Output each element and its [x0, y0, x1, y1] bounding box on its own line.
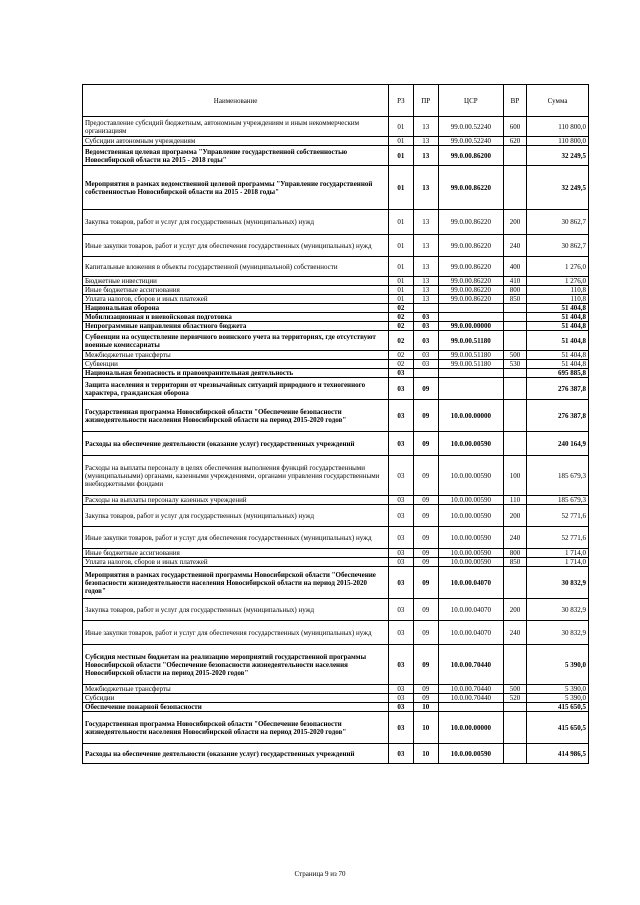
header-name: Наименование	[83, 85, 389, 117]
cell-name: Закупка товаров, работ и услуг для государственных (муниципальных) нужд	[83, 505, 389, 527]
cell-name: Субсидии	[83, 694, 389, 703]
cell-sum: 1 276,0	[527, 277, 589, 286]
cell-rz: 02	[389, 351, 413, 360]
cell-rz: 03	[389, 703, 413, 712]
cell-rz: 03	[389, 599, 413, 621]
cell-name: Закупка товаров, работ и услуг для государственных (муниципальных) нужд	[83, 210, 389, 235]
cell-rz: 01	[389, 286, 413, 295]
cell-sum: 1 714,0	[527, 549, 589, 558]
cell-rz: 03	[389, 400, 413, 432]
cell-csr: 10.0.00.70440	[438, 694, 503, 703]
cell-name: Иные закупки товаров, работ и услуг для обеспечения государственных (муниципальных) нужд	[83, 527, 389, 549]
cell-name: Национальная оборона	[83, 304, 389, 313]
cell-name: Государственная программа Новосибирской области "Обеспечение безопасности жизнедеятельности населения Новосибирской области на период 2015-2020 годов"	[83, 400, 389, 432]
cell-name: Мероприятия в рамках государственной программы Новосибирской области "Обеспечение безопасности жизнедеятельности населения Новосибирской области на период 2015-2020 годов"	[83, 567, 389, 599]
table-row	[83, 257, 589, 277]
cell-rz: 02	[389, 322, 413, 331]
cell-pr: 09	[413, 496, 438, 505]
table-body	[83, 117, 589, 764]
table-row	[83, 432, 589, 456]
table-row	[83, 210, 589, 235]
cell-csr: 10.0.00.00000	[438, 400, 503, 432]
cell-vr	[503, 432, 526, 456]
cell-csr: 99.0.00.52240	[438, 137, 503, 146]
cell-name: Расходы на выплаты персоналу в целях обеспечения выполнения функций государственными (муниципальными) органами, казенными учреждениями, органами управления государственными внебюджетными фондами	[83, 456, 389, 496]
cell-vr	[503, 313, 526, 322]
cell-sum: 695 885,8	[527, 369, 589, 378]
cell-rz: 01	[389, 277, 413, 286]
cell-sum: 32 249,5	[527, 146, 589, 166]
cell-rz: 01	[389, 137, 413, 146]
cell-csr: 99.0.00.51180	[438, 331, 503, 351]
cell-csr: 99.0.00.86220	[438, 277, 503, 286]
cell-sum: 1 276,0	[527, 257, 589, 277]
cell-vr	[503, 645, 526, 685]
cell-rz: 01	[389, 257, 413, 277]
cell-sum: 51 404,8	[527, 304, 589, 313]
cell-vr: 110	[503, 496, 526, 505]
cell-vr	[503, 712, 526, 744]
cell-rz: 03	[389, 621, 413, 645]
cell-sum: 30 862,7	[527, 210, 589, 235]
cell-name: Иные бюджетные ассигнования	[83, 286, 389, 295]
cell-pr: 03	[413, 331, 438, 351]
cell-name: Мероприятия в рамках ведомственной целевой программы "Управление государственной собственностью Новосибирской области на 2015 - 2018 годы"	[83, 166, 389, 210]
cell-pr: 09	[413, 400, 438, 432]
cell-pr: 13	[413, 210, 438, 235]
cell-vr: 240	[503, 621, 526, 645]
cell-csr: 99.0.00.86200	[438, 146, 503, 166]
cell-sum: 51 404,8	[527, 360, 589, 369]
cell-sum: 110,8	[527, 295, 589, 304]
table-row	[83, 137, 589, 146]
cell-vr	[503, 744, 526, 764]
cell-name: Обеспечение пожарной безопасности	[83, 703, 389, 712]
table-row	[83, 703, 589, 712]
cell-vr	[503, 146, 526, 166]
cell-name: Государственная программа Новосибирской области "Обеспечение безопасности жизнедеятельности населения Новосибирской области на период 2015-2020 годов"	[83, 712, 389, 744]
cell-sum: 5 390,0	[527, 685, 589, 694]
cell-sum: 51 404,8	[527, 322, 589, 331]
table-row	[83, 360, 589, 369]
cell-sum: 240 164,9	[527, 432, 589, 456]
cell-name: Межбюджетные трансферты	[83, 351, 389, 360]
table-row	[83, 331, 589, 351]
cell-sum: 110,8	[527, 286, 589, 295]
cell-csr: 10.0.00.00590	[438, 527, 503, 549]
cell-csr	[438, 369, 503, 378]
cell-name: Предоставление субсидий бюджетным, автономным учреждениям и иным некоммерческим организациям	[83, 117, 389, 137]
cell-pr: 13	[413, 117, 438, 137]
cell-pr: 13	[413, 146, 438, 166]
table-row	[83, 313, 589, 322]
table-row	[83, 166, 589, 210]
cell-vr	[503, 166, 526, 210]
cell-pr: 10	[413, 703, 438, 712]
cell-name: Субвенции	[83, 360, 389, 369]
cell-sum: 185 679,3	[527, 456, 589, 496]
cell-pr: 13	[413, 166, 438, 210]
cell-csr: 10.0.00.00590	[438, 456, 503, 496]
cell-csr: 10.0.00.00590	[438, 432, 503, 456]
cell-csr: 10.0.00.00590	[438, 549, 503, 558]
cell-pr: 10	[413, 744, 438, 764]
cell-vr	[503, 369, 526, 378]
cell-sum: 30 832,9	[527, 621, 589, 645]
table-row	[83, 400, 589, 432]
cell-sum: 110 800,0	[527, 137, 589, 146]
table-row	[83, 295, 589, 304]
cell-rz: 03	[389, 432, 413, 456]
cell-csr: 10.0.00.04070	[438, 599, 503, 621]
cell-name: Закупка товаров, работ и услуг для государственных (муниципальных) нужд	[83, 599, 389, 621]
cell-name: Расходы на выплаты персоналу казенных учреждений	[83, 496, 389, 505]
cell-rz: 01	[389, 235, 413, 257]
cell-rz: 03	[389, 378, 413, 400]
cell-vr: 800	[503, 286, 526, 295]
cell-rz: 03	[389, 712, 413, 744]
cell-vr: 400	[503, 257, 526, 277]
cell-name: Межбюджетные трансферты	[83, 685, 389, 694]
cell-pr: 09	[413, 549, 438, 558]
cell-pr: 13	[413, 286, 438, 295]
cell-pr: 13	[413, 295, 438, 304]
cell-sum: 51 404,8	[527, 313, 589, 322]
cell-csr	[438, 378, 503, 400]
cell-name: Уплата налогов, сборов и иных платежей	[83, 558, 389, 567]
cell-csr: 99.0.00.86220	[438, 235, 503, 257]
cell-pr: 03	[413, 322, 438, 331]
table-row	[83, 235, 589, 257]
cell-pr: 09	[413, 505, 438, 527]
cell-vr	[503, 304, 526, 313]
cell-sum: 185 679,3	[527, 496, 589, 505]
cell-sum: 30 832,9	[527, 599, 589, 621]
cell-rz: 03	[389, 744, 413, 764]
cell-csr: 99.0.00.86220	[438, 295, 503, 304]
cell-csr: 10.0.00.70440	[438, 645, 503, 685]
cell-vr: 620	[503, 137, 526, 146]
cell-vr	[503, 322, 526, 331]
cell-vr: 200	[503, 505, 526, 527]
cell-vr: 520	[503, 694, 526, 703]
cell-rz: 03	[389, 685, 413, 694]
cell-name: Национальная безопасность и правоохранительная деятельность	[83, 369, 389, 378]
table-row	[83, 456, 589, 496]
header-vr: ВР	[503, 85, 526, 117]
cell-pr: 09	[413, 694, 438, 703]
cell-pr: 09	[413, 527, 438, 549]
cell-rz: 01	[389, 295, 413, 304]
cell-pr: 09	[413, 621, 438, 645]
table-row	[83, 351, 589, 360]
cell-vr: 200	[503, 599, 526, 621]
cell-sum: 5 390,0	[527, 694, 589, 703]
cell-rz: 01	[389, 117, 413, 137]
cell-name: Субсидии автономным учреждениям	[83, 137, 389, 146]
table-row	[83, 146, 589, 166]
cell-name: Ведомственная целевая программа "Управление государственной собственностью Новосибирской области на 2015 - 2018 годы"	[83, 146, 389, 166]
cell-name: Капитальные вложения в объекты государственной (муниципальной) собственности	[83, 257, 389, 277]
cell-csr: 99.0.00.51180	[438, 351, 503, 360]
header-csr: ЦСР	[438, 85, 503, 117]
table-row	[83, 304, 589, 313]
cell-rz: 03	[389, 645, 413, 685]
cell-rz: 02	[389, 360, 413, 369]
cell-csr	[438, 703, 503, 712]
cell-pr: 13	[413, 137, 438, 146]
cell-rz: 03	[389, 369, 413, 378]
cell-pr: 10	[413, 712, 438, 744]
cell-vr: 410	[503, 277, 526, 286]
table-row	[83, 549, 589, 558]
cell-sum: 276 387,8	[527, 378, 589, 400]
cell-vr: 500	[503, 685, 526, 694]
cell-csr: 99.0.00.52240	[438, 117, 503, 137]
cell-csr: 99.0.00.00000	[438, 322, 503, 331]
cell-rz: 03	[389, 527, 413, 549]
cell-csr: 99.0.00.86220	[438, 166, 503, 210]
cell-pr: 09	[413, 378, 438, 400]
header-pr: ПР	[413, 85, 438, 117]
cell-vr: 530	[503, 360, 526, 369]
cell-name: Расходы на обеспечение деятельности (оказание услуг) государственных учреждений	[83, 432, 389, 456]
header-sum: Сумма	[527, 85, 589, 117]
cell-pr: 13	[413, 235, 438, 257]
table-row	[83, 567, 589, 599]
cell-csr: 99.0.00.51180	[438, 360, 503, 369]
cell-sum: 276 387,8	[527, 400, 589, 432]
cell-sum: 1 714,0	[527, 558, 589, 567]
cell-pr: 03	[413, 313, 438, 322]
cell-pr: 03	[413, 360, 438, 369]
table-row	[83, 744, 589, 764]
cell-vr: 240	[503, 527, 526, 549]
table-row	[83, 712, 589, 744]
cell-pr: 09	[413, 558, 438, 567]
cell-vr: 850	[503, 558, 526, 567]
cell-pr: 09	[413, 645, 438, 685]
cell-rz: 01	[389, 210, 413, 235]
cell-sum: 415 650,5	[527, 703, 589, 712]
header-rz: РЗ	[389, 85, 413, 117]
table-row	[83, 621, 589, 645]
cell-pr: 13	[413, 277, 438, 286]
cell-csr	[438, 304, 503, 313]
cell-rz: 03	[389, 549, 413, 558]
cell-sum: 51 404,8	[527, 351, 589, 360]
cell-pr: 09	[413, 432, 438, 456]
table-row	[83, 558, 589, 567]
table-row	[83, 527, 589, 549]
cell-name: Субвенции на осуществление первичного воинского учета на территориях, где отсутствуют военные комиссариаты	[83, 331, 389, 351]
cell-sum: 30 862,7	[527, 235, 589, 257]
table-row	[83, 685, 589, 694]
cell-pr: 09	[413, 567, 438, 599]
cell-pr: 03	[413, 351, 438, 360]
cell-vr	[503, 400, 526, 432]
budget-table	[82, 84, 589, 764]
cell-vr: 850	[503, 295, 526, 304]
cell-sum: 30 832,9	[527, 567, 589, 599]
table-row	[83, 277, 589, 286]
cell-vr: 240	[503, 235, 526, 257]
cell-rz: 01	[389, 166, 413, 210]
cell-sum: 52 771,6	[527, 505, 589, 527]
cell-rz: 03	[389, 567, 413, 599]
cell-sum: 51 404,8	[527, 331, 589, 351]
cell-vr	[503, 567, 526, 599]
cell-rz: 03	[389, 558, 413, 567]
cell-sum: 52 771,6	[527, 527, 589, 549]
cell-sum: 414 986,5	[527, 744, 589, 764]
cell-rz: 03	[389, 505, 413, 527]
table-row	[83, 378, 589, 400]
cell-vr: 100	[503, 456, 526, 496]
cell-pr: 09	[413, 685, 438, 694]
cell-vr: 800	[503, 549, 526, 558]
table-row	[83, 286, 589, 295]
cell-vr: 600	[503, 117, 526, 137]
cell-pr: 13	[413, 257, 438, 277]
cell-csr: 10.0.00.00590	[438, 505, 503, 527]
cell-vr: 200	[503, 210, 526, 235]
table-row	[83, 496, 589, 505]
cell-rz: 03	[389, 456, 413, 496]
cell-name: Защита населения и территории от чрезвычайных ситуаций природного и техногенного характера, гражданская оборона	[83, 378, 389, 400]
cell-name: Непрограммные направления областного бюджета	[83, 322, 389, 331]
cell-pr	[413, 369, 438, 378]
page-number: Страница 9 из 70	[294, 870, 346, 878]
cell-csr: 10.0.00.00590	[438, 558, 503, 567]
cell-name: Иные закупки товаров, работ и услуг для обеспечения государственных (муниципальных) нужд	[83, 235, 389, 257]
table-row	[83, 505, 589, 527]
cell-pr	[413, 304, 438, 313]
cell-csr: 10.0.00.04070	[438, 567, 503, 599]
cell-csr	[438, 313, 503, 322]
cell-name: Иные закупки товаров, работ и услуг для обеспечения государственных (муниципальных) нужд	[83, 621, 389, 645]
cell-csr: 99.0.00.86220	[438, 286, 503, 295]
table-row	[83, 694, 589, 703]
cell-sum: 5 390,0	[527, 645, 589, 685]
cell-vr	[503, 703, 526, 712]
cell-rz: 03	[389, 694, 413, 703]
cell-name: Расходы на обеспечение деятельности (оказание услуг) государственных учреждений	[83, 744, 389, 764]
cell-pr: 09	[413, 599, 438, 621]
cell-name: Мобилизационная и вневойсковая подготовка	[83, 313, 389, 322]
cell-vr	[503, 331, 526, 351]
cell-rz: 02	[389, 304, 413, 313]
table-row	[83, 369, 589, 378]
cell-vr	[503, 378, 526, 400]
cell-pr: 09	[413, 456, 438, 496]
table-row	[83, 599, 589, 621]
cell-name: Бюджетные инвестиции	[83, 277, 389, 286]
cell-rz: 01	[389, 146, 413, 166]
cell-sum: 110 800,0	[527, 117, 589, 137]
cell-csr: 10.0.00.70440	[438, 685, 503, 694]
cell-rz: 02	[389, 331, 413, 351]
cell-sum: 32 249,5	[527, 166, 589, 210]
table-row	[83, 645, 589, 685]
cell-csr: 10.0.00.00000	[438, 712, 503, 744]
cell-csr: 99.0.00.86220	[438, 210, 503, 235]
table-header-row	[83, 85, 589, 117]
cell-csr: 10.0.00.00590	[438, 744, 503, 764]
cell-csr: 10.0.00.04070	[438, 621, 503, 645]
table-row	[83, 117, 589, 137]
cell-vr: 500	[503, 351, 526, 360]
cell-csr: 10.0.00.00590	[438, 496, 503, 505]
cell-csr: 99.0.00.86220	[438, 257, 503, 277]
cell-name: Уплата налогов, сборов и иных платежей	[83, 295, 389, 304]
cell-sum: 415 650,5	[527, 712, 589, 744]
cell-name: Субсидия местным бюджетам на реализацию мероприятий государственной программы Новосибирской области "Обеспечение безопасности жизнедеятельности населения Новосибирской области на период 2015-2020 годов"	[83, 645, 389, 685]
table-row	[83, 322, 589, 331]
cell-name: Иные бюджетные ассигнования	[83, 549, 389, 558]
cell-rz: 03	[389, 496, 413, 505]
cell-rz: 02	[389, 313, 413, 322]
